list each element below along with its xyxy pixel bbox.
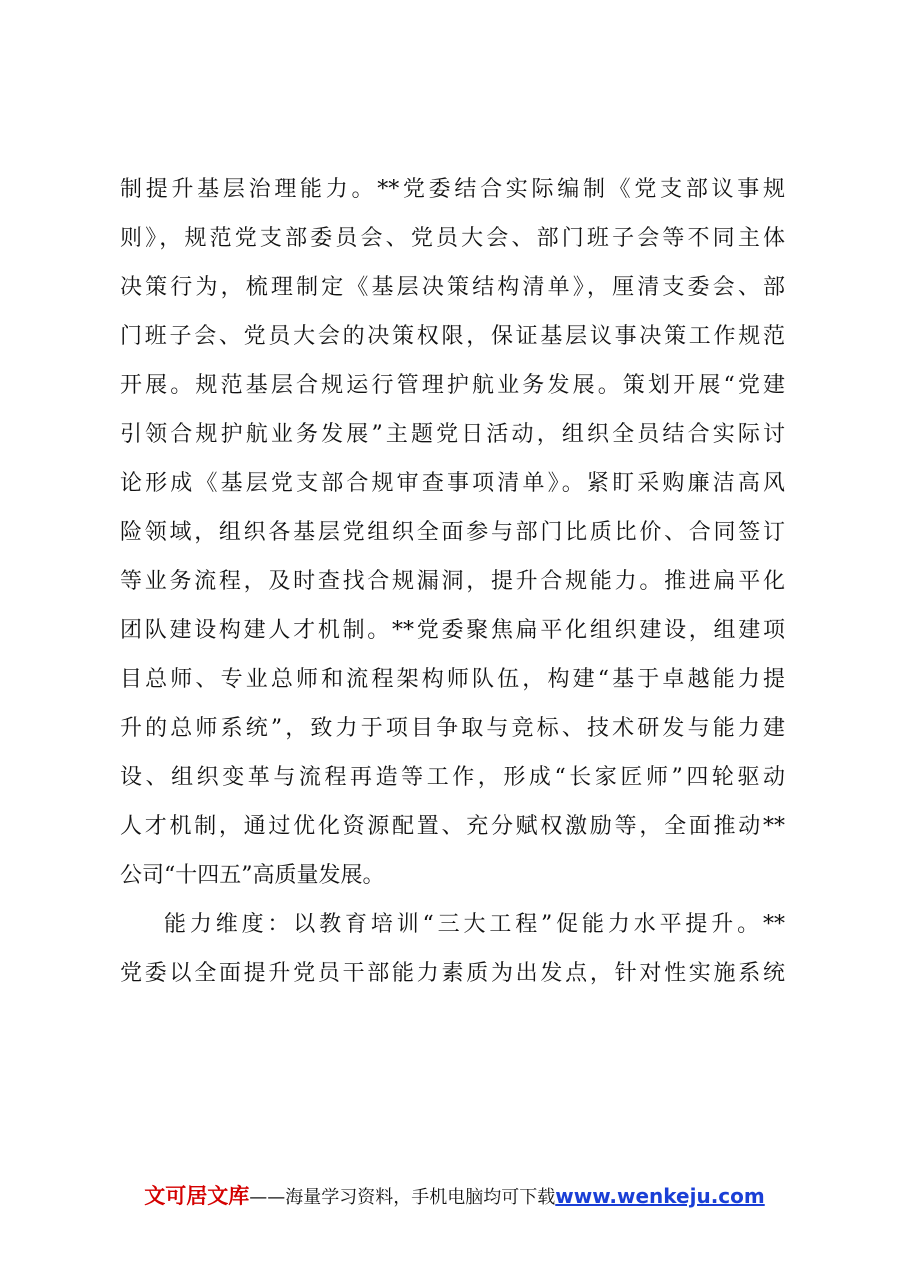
text-line: 论形成《基层党支部合规审查事项清单》。紧盯采购廉洁高风 — [120, 471, 785, 496]
text-line: 险领域，组织各基层党组织全面参与部门比质比价、合同签订 — [120, 520, 785, 545]
paragraph-1 — [120, 165, 785, 900]
text-line: 党委以全面提升党员干部能力素质为出发点，针对性实施系统 — [120, 961, 785, 986]
text-line: 人才机制，通过优化资源配置、充分赋权激励等，全面推动** — [120, 814, 785, 839]
paragraph-2 — [120, 900, 785, 998]
text-line: 决策行为，梳理制定《基层决策结构清单》，厘清支委会、部 — [120, 275, 785, 300]
text-line: 则》，规范党支部委员会、党员大会、部门班子会等不同主体 — [120, 226, 785, 251]
text-line: 设、组织变革与流程再造等工作，形成“长家匠师”四轮驱动 — [120, 765, 785, 790]
text-line: 等业务流程，及时查找合规漏洞，提升合规能力。推进扁平化 — [120, 569, 785, 594]
text-line: 目总师、专业总师和流程架构师队伍，构建“基于卓越能力提 — [120, 667, 785, 692]
text-line: 制提升基层治理能力。**党委结合实际编制《党支部议事规 — [120, 177, 785, 202]
text-line: 能力维度：以教育培训“三大工程”促能力水平提升。** — [164, 912, 785, 937]
footer-slogan: ——海量学习资料，手机电脑均可下载 — [249, 1187, 556, 1208]
text-line: 公司“十四五”高质量发展。 — [120, 863, 385, 888]
document-body — [120, 165, 785, 998]
text-line: 开展。规范基层合规运行管理护航业务发展。策划开展“党建 — [120, 373, 785, 398]
website-link[interactable]: www.wenkeju.com — [555, 1184, 765, 1208]
text-line: 引领合规护航业务发展”主题党日活动，组织全员结合实际讨 — [120, 422, 785, 447]
text-line: 升的总师系统”，致力于项目争取与竞标、技术研发与能力建 — [120, 716, 785, 741]
text-line: 门班子会、党员大会的决策权限，保证基层议事决策工作规范 — [120, 324, 785, 349]
text-line: 团队建设构建人才机制。**党委聚焦扁平化组织建设，组建项 — [120, 618, 785, 643]
footer-banner — [0, 1182, 909, 1212]
brand-name: 文可居文库 — [144, 1184, 250, 1208]
